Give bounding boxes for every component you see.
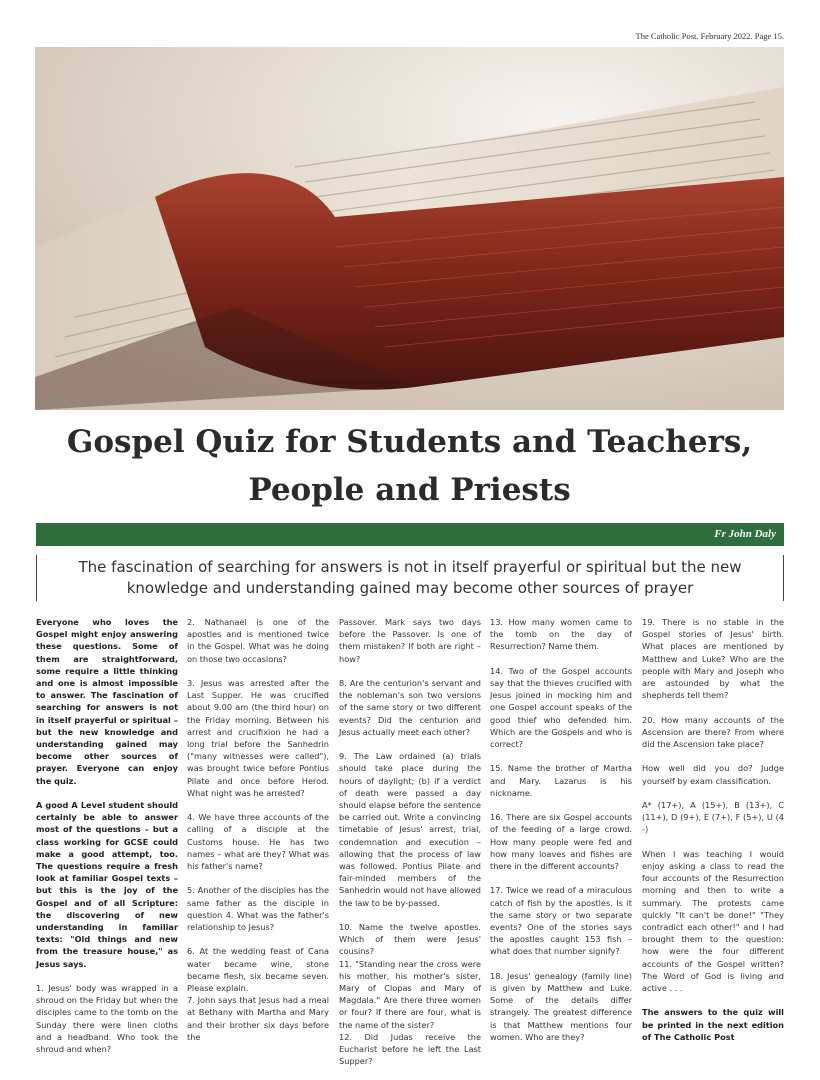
question: 2. Nathanael is one of the apostles and is mentioned twice in the Gospel. What was he doing on those two occasions? — [187, 617, 329, 664]
self-assessment: How well did you do? Judge yourself by exam classification. — [642, 763, 784, 786]
intro-paragraph: Everyone who loves the Gospel might enjoy answering these questions. Some of them are straightforward, some require a little thinking and one is almost impossible to answer. The fascination of searching for answers is not in itself prayerful or spiritual – but the new knowledge and understanding gained may become other sources of prayer. Everyone can enjoy the quiz. — [36, 617, 178, 786]
question: 7. John says that Jesus had a meal at Bethany with Martha and Mary and their brother six days before the — [187, 995, 329, 1042]
title-line-2: People and Priests — [248, 472, 571, 508]
column-4 — [490, 616, 632, 1055]
question: 17. Twice we read of a miraculous catch of fish by the apostles. Is it the same story or two separate events? One of the stories says the apostles caught 153 fish – what does that number signify? — [490, 885, 632, 957]
bible-illustration — [35, 47, 784, 410]
standfirst: The fascination of searching for answers is not in itself prayerful or spiritual but the new knowledge and understanding gained may become other sources of prayer — [36, 555, 784, 601]
open-bible-photo-icon — [35, 47, 784, 410]
question: 4. We have three accounts of the calling of a disciple at the Customs house. He has two names – what are they? What was his father's name? — [187, 812, 329, 872]
grade-scale: A* (17+), A (15+), B (13+), C (11+), D (9+), E (7+), F (5+), U (4 -) — [642, 800, 784, 835]
publication-header: The Catholic Post. February 2022. Page 15. — [635, 31, 784, 41]
question: 12. Did Judas receive the Eucharist before he left the Last Supper? — [339, 1031, 481, 1067]
column-1 — [36, 616, 178, 1067]
question: 15. Name the brother of Martha and Mary. Lazarus is his nickname. — [490, 763, 632, 798]
question: 20. How many accounts of the Ascension are there? From where did the Ascension take place? — [642, 714, 784, 750]
question: Passover. Mark says two days before the Passover. Is one of them mistaken? If both are right – how? — [339, 617, 481, 664]
question: 14. Two of the Gospel accounts say that the thieves crucified with Jesus joined in mocking him and one Gospel account speaks of the good thief who defended him. Which are the Gospels and who is correct? — [490, 665, 632, 750]
question: 8. Are the centurion's servant and the nobleman's son two versions of the same story or two different events? Did the centurion and Jesus actually meet each other? — [339, 678, 481, 737]
intro-paragraph: A good A Level student should certainly be able to answer most of the questions – but a class working for GCSE could make a good attempt, too. The questions require a fresh look at familiar Gospel texts – but this is the joy of the Gospel and of all Scripture: the discovering of new understanding in familiar texts: "Old things and new from the treasure house," as Jesus says. — [36, 800, 178, 969]
question: 18. Jesus' genealogy (family line) is given by Matthew and Luke. Some of the details differ strangely. The greatest difference is that Matthew mentions four women. Who are they? — [490, 970, 632, 1042]
column-3 — [339, 616, 481, 1080]
title-line-1: Gospel Quiz for Students and Teachers, — [66, 424, 753, 460]
article-title — [35, 418, 784, 514]
question: 11. "Standing near the cross were his mother, his mother's sister, Mary of Clopas and Mary of Magdala." Are there three women or four? If there are four, what is the name of the sister? — [339, 958, 481, 1030]
question: 6. At the wedding feast of Cana water became wine, stone became flesh, six became seven. Please explain. — [187, 946, 329, 994]
article-body — [36, 616, 784, 1067]
column-2 — [187, 616, 329, 1055]
question: 16. There are six Gospel accounts of the feeding of a large crowd. How many people were fed and how many loaves and fishes are there in the different accounts? — [490, 812, 632, 872]
question: 3. Jesus was arrested after the Last Supper. He was crucified about 9.00 am (the third hour) on the Friday morning. Between his arrest and crucifixion he had a long trial before the Sanhedrin ("many witnesses were called"), was brought twice before Pontius Pilate and once before Herod. What night was he arrested? — [187, 678, 329, 798]
question: 5. Another of the disciples has the same father as the disciple in question 4. What was the father's relationship to Jesus? — [187, 885, 329, 933]
question: 9. The Law ordained (a) trials should take place during the hours of daylight; (b) if a verdict of death were passed a day should elapse before the sentence be carried out. Write a convincing timetable of Jesus' arrest, trial, condemnation and execution – allowing that the process of law was followed. Pontius Pilate and fair-minded members of the Sanhedrin would not have allowed the law to be by-passed. — [339, 751, 481, 908]
closing-paragraph: When I was teaching I would enjoy asking a class to read the four accounts of the Resurrection morning and then to write a summary. The protests came quickly "It can't be done!" "They contradict each other!" and I had brought them to the question: how were the four different accounts of the Gospel written? The Word of God is living and active . . . — [642, 848, 784, 994]
question: 1. Jesus' body was wrapped in a shroud on the Friday but when the disciples came to the tomb on the Sunday there were linen cloths and a headband. Who took the shroud and when? — [36, 983, 178, 1055]
question: 19. There is no stable in the Gospel stories of Jesus' birth. What places are mentioned by Matthew and Luke? Who are the people with Mary and Joseph who are astounded by what the shepherds tell them? — [642, 617, 784, 701]
question: 10. Name the twelve apostles. Which of them were Jesus' cousins? — [339, 922, 481, 957]
column-5 — [642, 616, 784, 1055]
question: 13. How many women came to the tomb on the day of Resurrection? Name them. — [490, 617, 632, 652]
answers-notice: The answers to the quiz will be printed in the next edition of The Catholic Post — [642, 1007, 784, 1042]
byline-bar — [36, 523, 784, 546]
author-byline: Fr John Daly — [714, 528, 776, 540]
